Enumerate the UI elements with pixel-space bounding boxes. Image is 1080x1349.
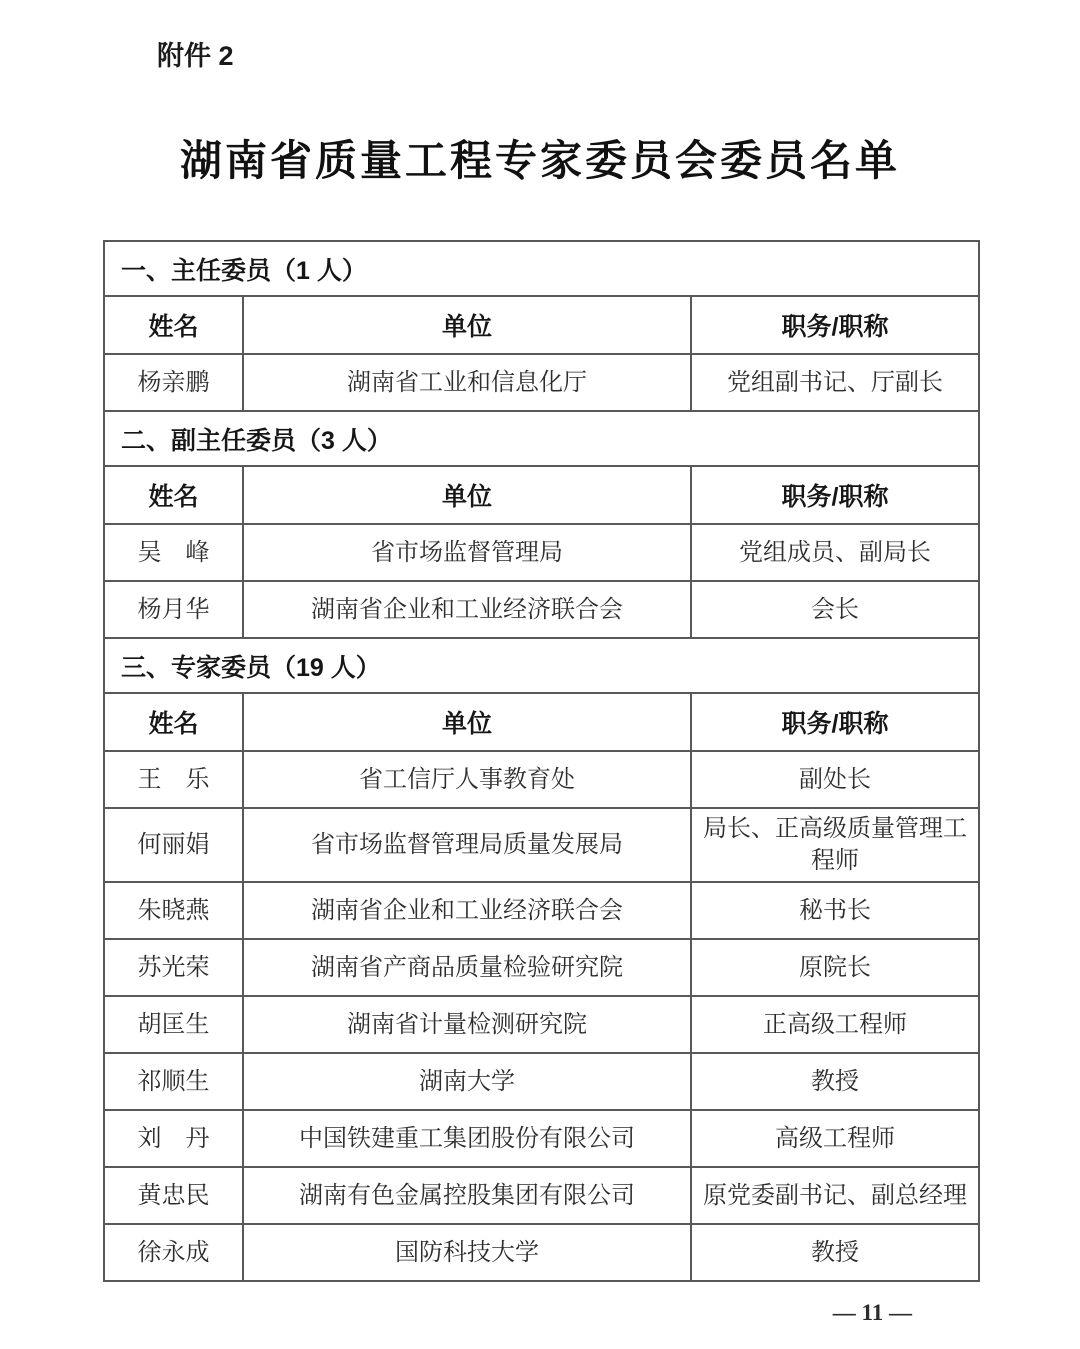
table-row [104,1224,979,1281]
title-cell: 原党委副书记、副总经理 [691,1167,979,1224]
section-heading-row [104,638,979,693]
title-cell: 党组成员、副局长 [691,524,979,581]
column-header-title: 职务/职称 [691,466,979,524]
unit-cell: 湖南省工业和信息化厅 [243,354,691,411]
name-cell: 刘 丹 [104,1110,243,1167]
title-cell: 副处长 [691,751,979,808]
unit-cell: 湖南省企业和工业经济联合会 [243,882,691,939]
column-header-row [104,296,979,354]
section-heading: 三、专家委员（19 人） [104,638,979,693]
section-heading-row [104,411,979,466]
section-heading: 一、主任委员（1 人） [104,241,979,296]
section-heading: 二、副主任委员（3 人） [104,411,979,466]
column-header-name: 姓名 [104,466,243,524]
column-header-row [104,466,979,524]
name-cell: 吴 峰 [104,524,243,581]
title-cell: 原院长 [691,939,979,996]
committee-table [103,240,980,1282]
name-cell: 杨亲鹏 [104,354,243,411]
column-header-title: 职务/职称 [691,296,979,354]
table-row [104,1053,979,1110]
page-title: 湖南省质量工程专家委员会委员名单 [179,139,900,185]
table-row [104,354,979,411]
table-row [104,751,979,808]
unit-cell: 湖南省计量检测研究院 [243,996,691,1053]
unit-cell: 湖南省企业和工业经济联合会 [243,581,691,638]
section-heading-row [104,241,979,296]
column-header-unit: 单位 [243,466,691,524]
attachment-label: 附件 2 [157,41,234,71]
title-cell: 高级工程师 [691,1110,979,1167]
unit-cell: 省工信厅人事教育处 [243,751,691,808]
table-row [104,939,979,996]
name-cell: 黄忠民 [104,1167,243,1224]
unit-cell: 省市场监督管理局质量发展局 [243,808,691,882]
table-row [104,581,979,638]
table-row [104,1110,979,1167]
unit-cell: 中国铁建重工集团股份有限公司 [243,1110,691,1167]
unit-cell: 省市场监督管理局 [243,524,691,581]
column-header-title: 职务/职称 [691,693,979,751]
table-row [104,524,979,581]
column-header-row [104,693,979,751]
unit-cell: 湖南大学 [243,1053,691,1110]
title-cell: 秘书长 [691,882,979,939]
unit-cell: 国防科技大学 [243,1224,691,1281]
name-cell: 朱晓燕 [104,882,243,939]
name-cell: 徐永成 [104,1224,243,1281]
unit-cell: 湖南有色金属控股集团有限公司 [243,1167,691,1224]
title-cell: 会长 [691,581,979,638]
name-cell: 何丽娟 [104,808,243,882]
column-header-unit: 单位 [243,693,691,751]
table-row [104,882,979,939]
title-cell: 党组副书记、厅副长 [691,354,979,411]
name-cell: 王 乐 [104,751,243,808]
page-number: — 11 — [832,1300,912,1325]
name-cell: 苏光荣 [104,939,243,996]
table-row [104,808,979,882]
column-header-name: 姓名 [104,296,243,354]
unit-cell: 湖南省产商品质量检验研究院 [243,939,691,996]
table-row [104,996,979,1053]
title-cell: 教授 [691,1224,979,1281]
title-cell: 局长、正高级质量管理工程师 [691,808,979,882]
title-cell: 正高级工程师 [691,996,979,1053]
table-row [104,1167,979,1224]
name-cell: 杨月华 [104,581,243,638]
name-cell: 胡匡生 [104,996,243,1053]
title-cell: 教授 [691,1053,979,1110]
column-header-unit: 单位 [243,296,691,354]
column-header-name: 姓名 [104,693,243,751]
name-cell: 祁顺生 [104,1053,243,1110]
